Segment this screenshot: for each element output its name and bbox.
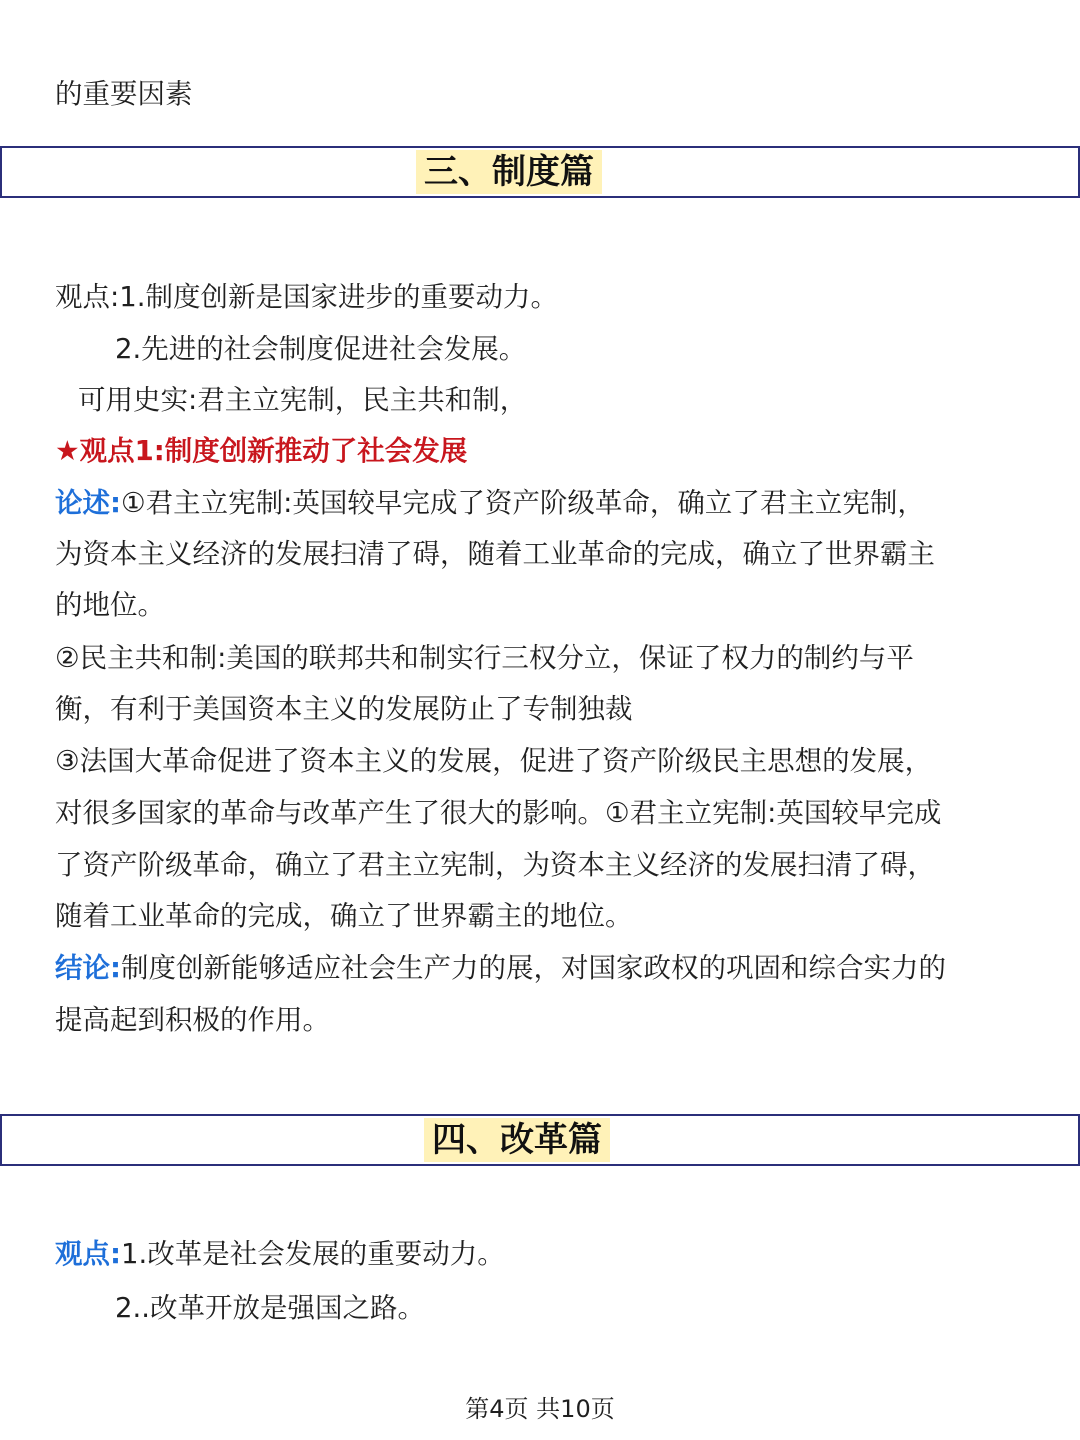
conclusion-text: 制度创新能够适应社会生产力的展，对国家政权的巩固和综合实力的 bbox=[121, 952, 946, 984]
section-header-4 bbox=[0, 1114, 1080, 1166]
viewpoint-line-1: 观点:1.制度创新是国家进步的重要动力。 bbox=[55, 281, 559, 313]
argument-line: 的地位。 bbox=[55, 589, 165, 621]
reform-viewpoint-label: 观点: bbox=[55, 1238, 121, 1270]
argument-label: 论述: bbox=[55, 487, 121, 519]
section-header-3 bbox=[0, 146, 1080, 198]
argument-line: 随着工业革命的完成，确立了世界霸主的地位。 bbox=[55, 900, 633, 932]
viewpoint-line-2: 2.先进的社会制度促进社会发展。 bbox=[115, 333, 527, 365]
argument-line: 对很多国家的革命与改革产生了很大的影响。①君主立宪制:英国较早完成 bbox=[55, 797, 942, 829]
argument-line: 衡，有利于美国资本主义的发展防止了专制独裁 bbox=[55, 693, 633, 725]
argument-line: ②民主共和制:美国的联邦共和制实行三权分立，保证了权力的制约与平 bbox=[55, 642, 914, 674]
argument-line: 为资本主义经济的发展扫清了碍，随着工业革命的完成，确立了世界霸主 bbox=[55, 538, 935, 570]
conclusion-line bbox=[55, 950, 946, 986]
reform-viewpoint-line-2: 2..改革开放是强国之路。 bbox=[115, 1292, 425, 1324]
conclusion-label: 结论: bbox=[55, 952, 121, 984]
section-title: 四、改革篇 bbox=[424, 1118, 610, 1162]
top-fragment: 的重要因素 bbox=[55, 78, 193, 110]
page-footer: 第4页 共10页 bbox=[465, 1395, 615, 1423]
argument-text: ①君主立宪制:英国较早完成了资产阶级革命，确立了君主立宪制， bbox=[121, 487, 925, 519]
argument-line bbox=[55, 485, 925, 521]
reform-viewpoint-line-1 bbox=[55, 1236, 505, 1272]
conclusion-line: 提高起到积极的作用。 bbox=[55, 1004, 330, 1036]
argument-line: ③法国大革命促进了资本主义的发展，促进了资产阶级民主思想的发展， bbox=[55, 745, 933, 777]
section-title: 三、制度篇 bbox=[416, 150, 602, 194]
reform-viewpoint-text: 1.改革是社会发展的重要动力。 bbox=[121, 1238, 505, 1270]
facts-line: 可用史实:君主立宪制，民主共和制， bbox=[78, 384, 528, 416]
argument-line: 了资产阶级革命，确立了君主立宪制，为资本主义经济的发展扫清了碍， bbox=[55, 849, 935, 881]
highlight-viewpoint: ★观点1:制度创新推动了社会发展 bbox=[55, 435, 468, 467]
